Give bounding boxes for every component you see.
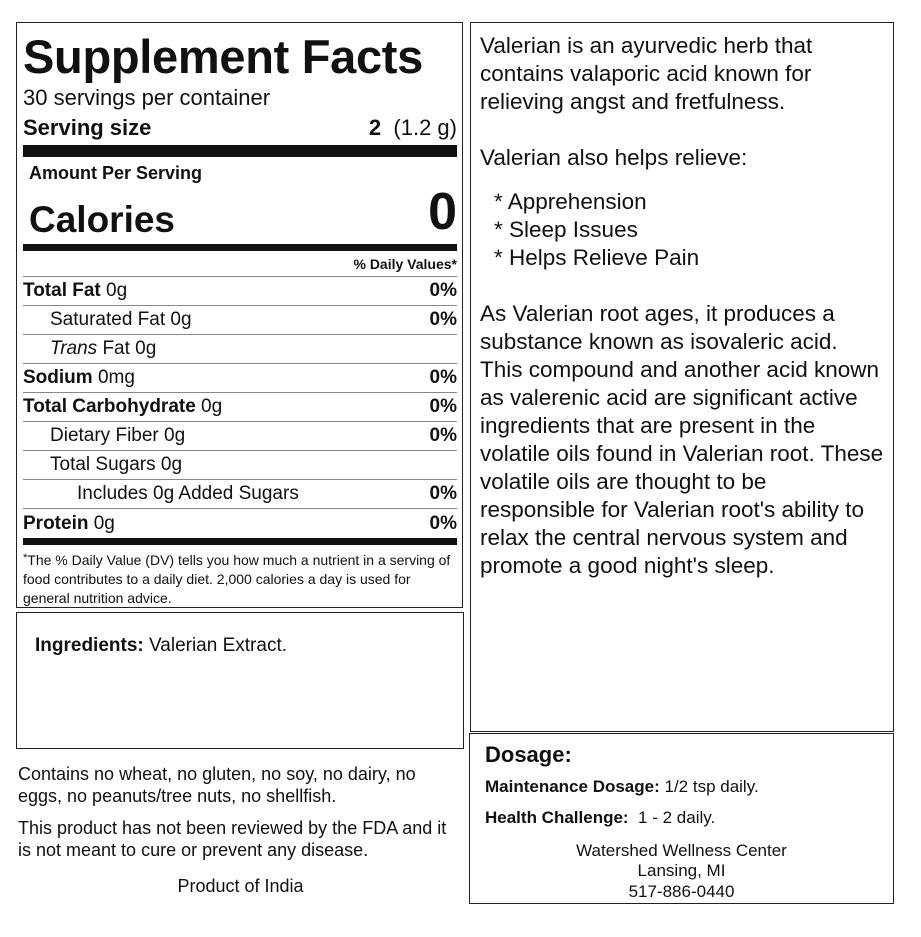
daily-value-footnote: [23, 545, 457, 608]
nutrient-name: Dietary Fiber 0g: [50, 425, 186, 447]
ingredients-text: Valerian Extract.: [143, 635, 287, 656]
nutrient-row-protein: [23, 509, 457, 538]
company-info: [485, 841, 893, 902]
dosage-title: Dosage:: [485, 742, 572, 767]
nutrient-amount: Fat 0g: [97, 338, 157, 360]
nutrient-name: Saturated Fat 0g: [50, 309, 192, 331]
nutrient-amount: 0g: [100, 280, 128, 302]
footnote-text: The % Daily Value (DV) tells you how much a nutrient in a serving of food contributes to a daily diet. 2,000 calories a day is used for general nutrition advice.: [23, 552, 451, 607]
nutrient-dv: 0%: [429, 483, 457, 505]
company-city: Lansing, MI: [637, 861, 726, 881]
company-name: Watershed Wellness Center: [576, 841, 787, 860]
nutrient-name: Total Carbohydrate: [23, 396, 196, 418]
nutrient-dv: 0%: [429, 280, 457, 302]
nutrient-name: Sodium: [23, 367, 93, 389]
nutrient-dv: 0%: [429, 367, 457, 389]
health-challenge-dosage: [485, 808, 893, 828]
list-item: * Sleep Issues: [494, 217, 638, 242]
nutrient-row-total-sugars: [23, 451, 457, 480]
nutrient-row-trans-fat: [23, 335, 457, 364]
nutrient-row-dietary-fiber: [23, 422, 457, 451]
nutrient-row-total-carbohydrate: [23, 393, 457, 422]
supplement-facts-panel: [16, 22, 463, 608]
servings-per-container: 30 servings per container: [23, 85, 271, 110]
serving-size-count: 2: [368, 115, 382, 141]
nutrient-amount: 0g: [195, 396, 223, 418]
serving-size-value: [369, 116, 457, 140]
nutrient-row-sodium: [23, 364, 457, 393]
list-item: * Helps Relieve Pain: [494, 245, 700, 270]
nutrient-row-total-fat: [23, 277, 457, 306]
serving-size-label: Serving size: [23, 115, 152, 141]
ingredients-label: Ingredients:: [35, 635, 144, 656]
calories-label: Calories: [29, 199, 176, 241]
calories-value: 0: [428, 183, 457, 242]
nutrient-name: Includes 0g Added Sugars: [77, 483, 299, 505]
allergen-statement: Contains no wheat, no gluten, no soy, no dairy, no eggs, no peanuts/tree nuts, no shellfish.: [18, 764, 416, 806]
nutrient-amount: 0g: [88, 512, 115, 534]
product-origin: Product of India: [177, 875, 304, 896]
dosage-box: [469, 733, 894, 904]
product-notes: [18, 764, 463, 908]
description-box: [470, 22, 894, 732]
list-item: * Apprehension: [494, 189, 647, 214]
thick-divider: [23, 145, 457, 157]
calories-row: [23, 183, 457, 242]
maintenance-dosage: [485, 777, 893, 797]
challenge-label: Health Challenge:: [485, 808, 629, 827]
nutrient-name: Total Sugars 0g: [50, 454, 183, 476]
description-helps-heading: Valerian also helps relieve:: [480, 145, 748, 170]
footnote-star: *: [23, 552, 28, 565]
maintenance-value: 1/2 tsp daily.: [659, 777, 759, 796]
nutrient-name: Protein: [23, 512, 89, 534]
maintenance-label: Maintenance Dosage:: [485, 777, 660, 796]
serving-size-weight: (1.2 g): [393, 115, 457, 141]
ingredients-box: [16, 612, 464, 749]
company-phone: 517-886-0440: [628, 881, 735, 901]
benefits-list: [480, 188, 885, 272]
nutrient-dv: 0%: [429, 512, 457, 534]
nutrient-name: Total Fat: [23, 280, 101, 302]
facts-title: Supplement Facts: [23, 30, 424, 83]
description-intro: Valerian is an ayurvedic herb that contains valaporic acid known for relieving angst and fretfulness.: [480, 33, 813, 114]
description-details: As Valerian root ages, it produces a substance known as isovaleric acid. This compound and another acid known as valerenic acid are significant active ingredients that are present in the volatile oils found in Valerian root. These volatile oils are thought to be responsible for Valerian root's ability to relax the central nervous system and promote a good night's sleep.: [480, 301, 884, 578]
medium-divider: [23, 244, 457, 251]
challenge-value: 1 - 2 daily.: [628, 808, 716, 827]
medium-divider: [23, 538, 457, 545]
daily-values-header: % Daily Values*: [23, 251, 457, 277]
nutrient-row-saturated-fat: [23, 306, 457, 335]
nutrient-amount: 0mg: [92, 367, 135, 389]
amount-per-serving: Amount Per Serving: [29, 163, 203, 184]
nutrient-dv: 0%: [429, 396, 457, 418]
fda-disclaimer: This product has not been reviewed by the FDA and it is not meant to cure or prevent any disease.: [18, 817, 447, 860]
nutrient-name-italic: Trans: [50, 338, 98, 360]
nutrient-dv: 0%: [429, 309, 457, 331]
nutrient-dv: 0%: [429, 425, 457, 447]
serving-size-row: [23, 116, 457, 143]
nutrient-row-added-sugars: [23, 480, 457, 509]
